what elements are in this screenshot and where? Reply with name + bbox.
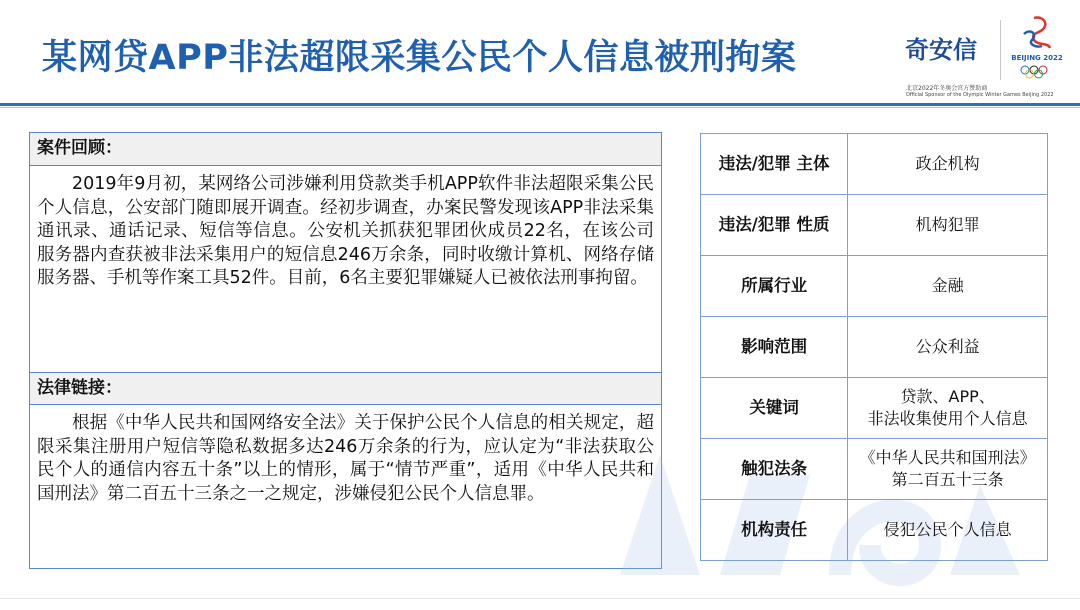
table-value-cell [848, 378, 1048, 439]
legal-link-text: 根据《中华人民共和国网络安全法》关于保护公民个人信息的相关规定，超限采集注册用户短信等隐私数据多达246万余条的行为，应认定为“非法获取公民个人的通信内容五十条”以上的情形，属于“情节严重”，适用《中华人民共和国刑法》第二百五十三条之一之规定，涉嫌侵犯公民个人信息罪。 [37, 413, 654, 504]
table-key-cell: 触犯法条 [701, 439, 848, 500]
table-value-line: 金融 [931, 276, 964, 295]
table-row [701, 256, 1048, 317]
brand-logo-text: 奇安信 [905, 35, 977, 64]
page-title: 某网贷APP非法超限采集公民个人信息被刑拘案 [42, 38, 797, 78]
case-review-text: 2019年9月初，某网络公司涉嫌利用贷款类手机APP软件非法超限采集公民个人信息，公安部门随即展开调查。经初步调查，办案民警发现该APP非法采集通讯录、通话记录、短信等信息。公安机关抓获犯罪团伙成员22名，在该公司服务器内查获被非法采集用户的短信息246万余条，同时收缴计算机、网络存储服务器、手机等作案工具52件。目前，6名主要犯罪嫌疑人已被依法刑事拘留。 [37, 174, 654, 288]
table-key-cell: 机构责任 [701, 500, 848, 561]
sponsor-text-cn: 北京2022年冬奥会官方赞助商 [906, 85, 988, 92]
header [0, 0, 1080, 100]
table-value-cell [848, 195, 1048, 256]
table-value-line: 机构犯罪 [915, 215, 980, 234]
table-value-cell [848, 317, 1048, 378]
case-info-table [700, 133, 1048, 561]
table-value-line: 非法收集使用个人信息 [867, 409, 1028, 428]
table-value-cell [848, 134, 1048, 195]
table-value-cell [848, 439, 1048, 500]
olympic-emblem-icon [1008, 14, 1066, 80]
header-rule [0, 103, 1080, 106]
table-key-cell: 违法/犯罪 性质 [701, 195, 848, 256]
table-row [701, 439, 1048, 500]
case-review-heading: 案件回顾： [30, 133, 661, 166]
emblem-text: BEIJING 2022 [1011, 54, 1063, 62]
legal-link-heading: 法律链接： [30, 372, 661, 405]
sponsor-text-en: Official Sponsor of the Olympic Winter Games Beijing 2022 [906, 92, 1054, 98]
table-value-cell [848, 500, 1048, 561]
table-value-cell [848, 256, 1048, 317]
table-row [701, 134, 1048, 195]
footer-rule [0, 598, 1080, 599]
table-key-cell: 影响范围 [701, 317, 848, 378]
table-value-line: 贷款、APP、 [900, 387, 995, 406]
table-row [701, 500, 1048, 561]
table-value-line: 政企机构 [915, 154, 980, 173]
table-value-line: 侵犯公民个人信息 [883, 520, 1012, 539]
table-key-cell: 违法/犯罪 主体 [701, 134, 848, 195]
table-key-cell: 所属行业 [701, 256, 848, 317]
brand-divider [1000, 20, 1001, 80]
table-value-line: 第二百五十三条 [891, 470, 1004, 489]
table-value-line: 公众利益 [915, 337, 980, 356]
case-panel [29, 132, 662, 569]
table-row [701, 317, 1048, 378]
table-value-line: 《中华人民共和国刑法》 [859, 448, 1036, 467]
table-key-cell: 关键词 [701, 378, 848, 439]
table-row [701, 378, 1048, 439]
table-row [701, 195, 1048, 256]
header-rule-thin [0, 107, 1080, 108]
